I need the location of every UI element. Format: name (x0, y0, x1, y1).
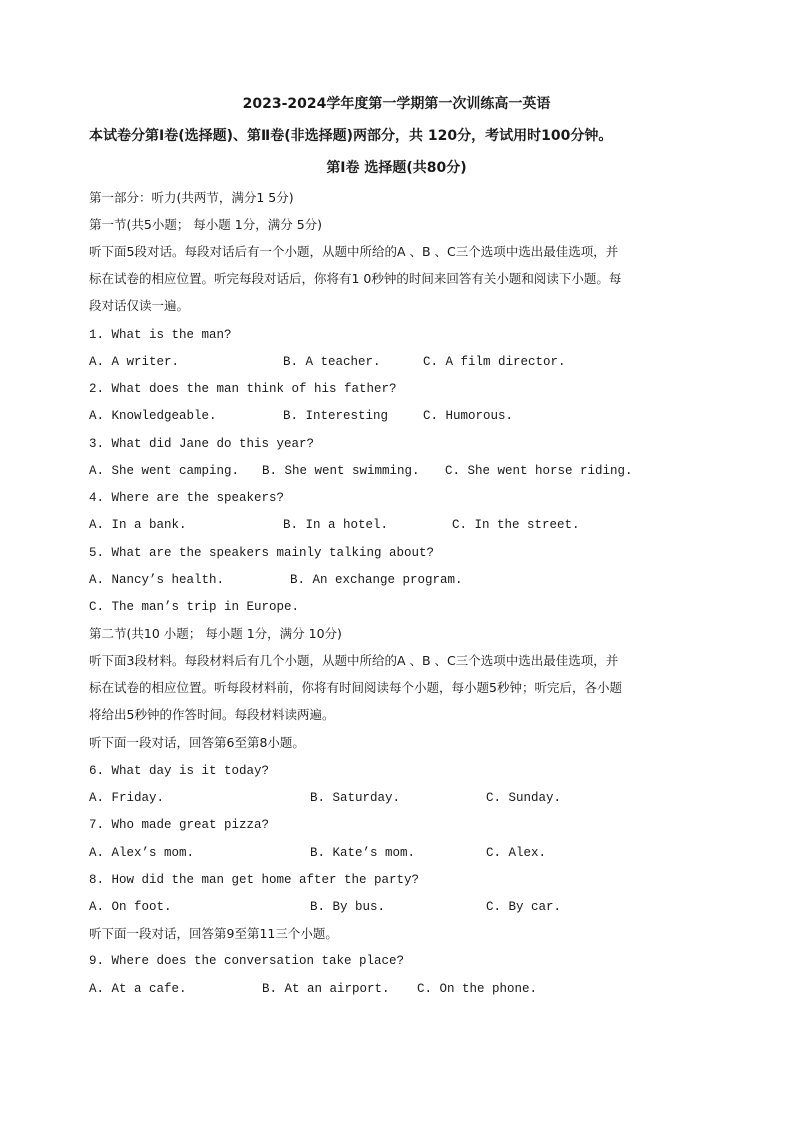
part1-heading: 第一部分：听力(共两节，满分1 5分) (89, 190, 294, 205)
dialog-intro: 听下面一段对话，回答第9至第11三个小题。 (89, 926, 338, 941)
section2-instr-line: 将给出5秒钟的作答时间。每段材料读两遍。 (89, 707, 335, 722)
question-text: 3. What did Jane do this year? (89, 437, 315, 451)
option-a: A. She went camping. (89, 464, 240, 478)
option-a: A. Knowledgeable. (89, 409, 217, 423)
option-b: B. An exchange program. (290, 573, 463, 587)
exam-title: 2023-2024学年度第一学期第一次训练高一英语 (242, 96, 551, 112)
question-text: 8. How did the man get home after the party? (89, 873, 420, 887)
option-c: C. On the phone. (417, 982, 538, 996)
option-c: C. She went horse riding. (445, 464, 633, 478)
option-b: B. In a hotel. (283, 518, 389, 532)
option-b: B. Saturday. (310, 791, 401, 805)
question-text: 4. Where are the speakers? (89, 491, 285, 505)
option-b: B. Kate’s mom. (310, 846, 416, 860)
question-text: 9. Where does the conversation take place? (89, 954, 405, 968)
section2-instr-line: 标在试卷的相应位置。听每段材料前，你将有时间阅读每个小题，每小题5秒钟；听完后，各小题 (89, 680, 622, 695)
section1-instr-line: 标在试卷的相应位置。听完每段对话后，你将有1 0秒钟的时间来回答有关小题和阅读下小题。每 (89, 271, 622, 286)
option-c: C. In the street. (452, 518, 580, 532)
question-text: 1. What is the man? (89, 328, 232, 342)
section1-heading: 第一节(共5小题； 每小题 1分，满分 5分) (89, 217, 323, 232)
section1-instr-line: 听下面5段对话。每段对话后有一个小题，从题中所给的A 、B 、C三个选项中选出最佳选项，并 (89, 244, 619, 259)
question-text: 5. What are the speakers mainly talking about? (89, 546, 435, 560)
option-b: B. Interesting (283, 409, 389, 423)
option-a: A. On foot. (89, 900, 172, 914)
option-b: B. At an airport. (262, 982, 390, 996)
option-c: C. Sunday. (486, 791, 562, 805)
dialog-intro: 听下面一段对话，回答第6至第8小题。 (89, 735, 305, 750)
section1-instr-line: 段对话仅读一遍。 (89, 298, 190, 313)
question-text: 7. Who made great pizza? (89, 818, 270, 832)
option-a: A. A writer. (89, 355, 180, 369)
option-c: C. By car. (486, 900, 562, 914)
option-a: A. In a bank. (89, 518, 187, 532)
volume-title: 第Ⅰ卷 选择题(共80分) (326, 160, 467, 176)
option-b: B. A teacher. (283, 355, 381, 369)
exam-intro: 本试卷分第Ⅰ卷(选择题)、第Ⅱ卷(非选择题)两部分，共 120分，考试用时100分钟。 (89, 128, 613, 144)
option-a: A. Nancy’s health. (89, 573, 225, 587)
option-c: C. A film director. (423, 355, 566, 369)
option-a: A. At a cafe. (89, 982, 187, 996)
question-text: 6. What day is it today? (89, 764, 270, 778)
option-a: A. Alex’s mom. (89, 846, 195, 860)
option-a: A. Friday. (89, 791, 165, 805)
option-c: C. The man’s trip in Europe. (89, 600, 300, 614)
section2-instr-line: 听下面3段材料。每段材料后有几个小题，从题中所给的A 、B 、C三个选项中选出最佳选项，并 (89, 653, 619, 668)
option-c: C. Alex. (486, 846, 547, 860)
option-c: C. Humorous. (423, 409, 514, 423)
question-text: 2. What does the man think of his father? (89, 382, 397, 396)
option-b: B. She went swimming. (262, 464, 420, 478)
option-b: B. By bus. (310, 900, 386, 914)
section2-heading: 第二节(共10 小题； 每小题 1分，满分 10分) (89, 626, 342, 641)
